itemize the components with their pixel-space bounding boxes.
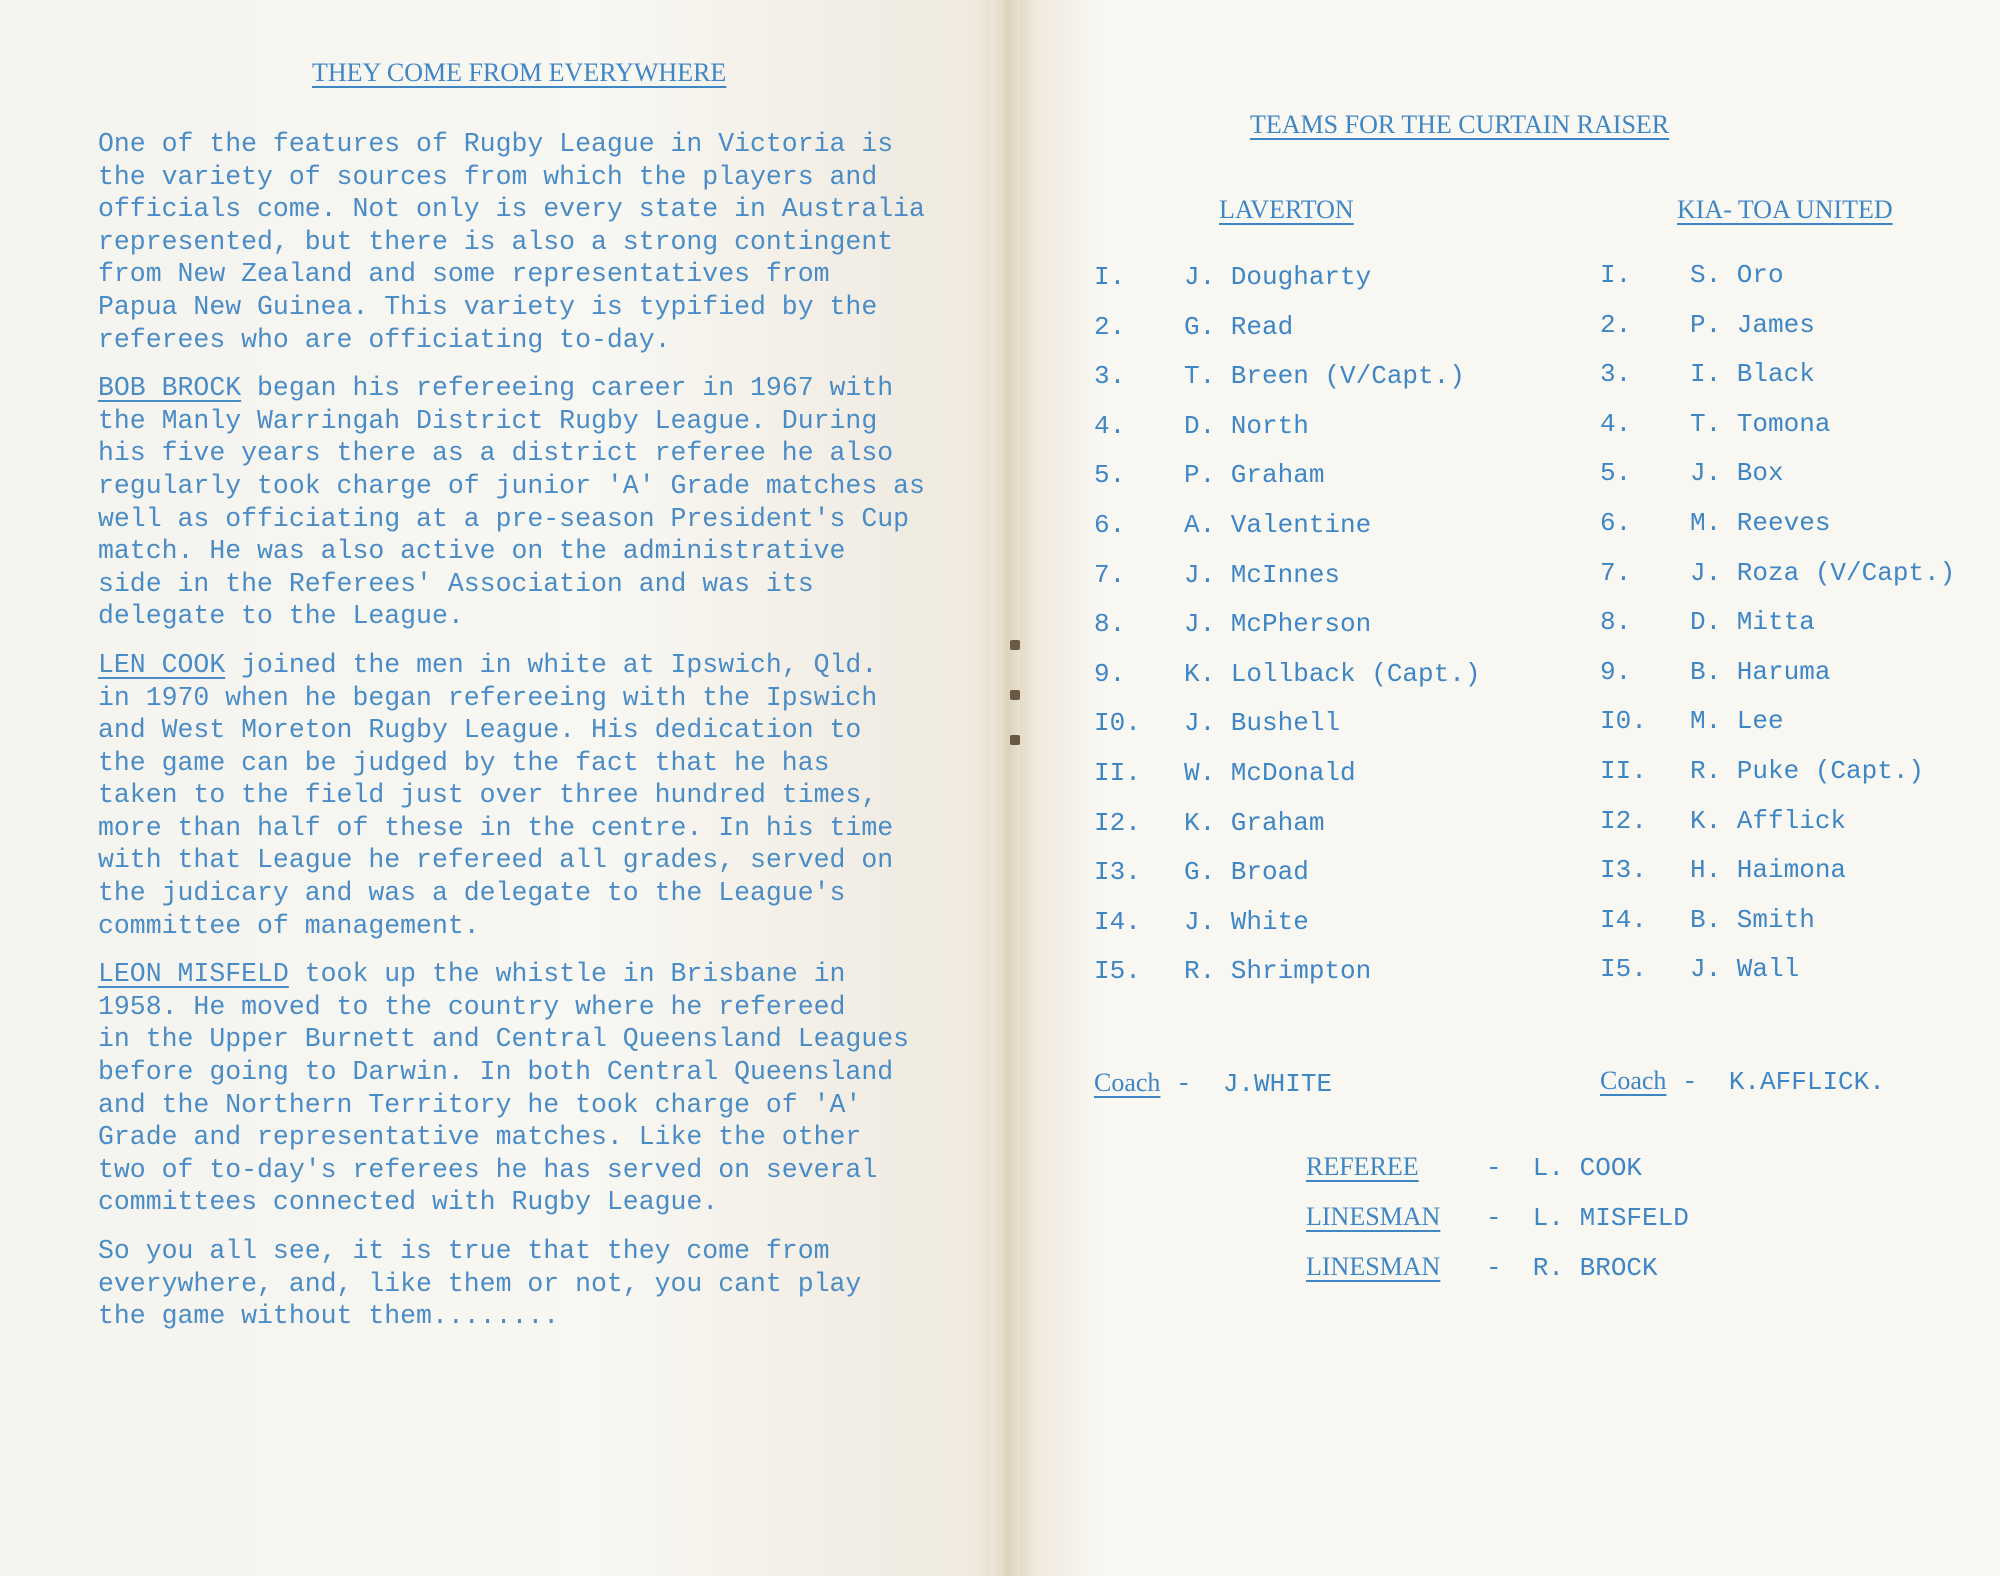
intro-line: represented, but there is also a strong contingent: [98, 226, 894, 257]
player-number: 3.: [1600, 359, 1632, 390]
player-number: 9.: [1094, 658, 1126, 689]
roster-kia-toa: [1600, 260, 1955, 1004]
brock-line: his five years there as a district referee he also: [98, 438, 894, 469]
player-name: K. Lollback (Capt.): [1184, 658, 1481, 689]
official-name: - L. MISFELD: [1486, 1203, 1689, 1233]
coach-name: - J.WHITE: [1160, 1069, 1333, 1099]
player-row: [1600, 756, 1955, 806]
player-name: J. McInnes: [1184, 559, 1341, 590]
match-officials: [1306, 1152, 1689, 1302]
player-row: [1600, 558, 1955, 608]
intro-line: referees who are officiating to-day.: [98, 324, 671, 355]
player-number: I5.: [1094, 956, 1141, 987]
official-row: [1306, 1152, 1689, 1202]
player-name: G. Read: [1184, 311, 1294, 342]
player-row: [1600, 359, 1955, 409]
player-row: [1600, 706, 1955, 756]
cook-line: committee of management.: [98, 910, 480, 941]
player-number: 8.: [1094, 609, 1126, 640]
brock-paragraph: [98, 372, 958, 633]
player-name: R. Shrimpton: [1184, 956, 1372, 987]
intro-line: One of the features of Rugby League in Victoria is: [98, 129, 894, 159]
player-number: 2.: [1600, 309, 1632, 340]
intro-line: Papua New Guinea. This variety is typified by the: [98, 291, 878, 322]
player-row: [1094, 907, 1480, 957]
brock-line: regularly took charge of junior 'A' Grade matches as: [98, 470, 925, 501]
misfeld-line: in the Upper Burnett and Central Queensland Leagues: [98, 1024, 910, 1055]
player-row: [1094, 808, 1480, 858]
player-name: M. Reeves: [1690, 507, 1831, 538]
cook-line: in 1970 when he began refereeing with the Ipswich: [98, 682, 878, 713]
intro-line: the variety of sources from which the players and: [98, 161, 878, 192]
player-row: [1600, 508, 1955, 558]
player-number: I3.: [1094, 857, 1141, 888]
player-number: 4.: [1094, 410, 1126, 441]
page-fold: [975, 0, 1035, 1576]
official-row: [1306, 1252, 1689, 1302]
player-name: D. North: [1184, 410, 1309, 441]
staple-mark: [1010, 690, 1020, 700]
player-name: T. Breen (V/Capt.): [1184, 361, 1465, 392]
staple-mark: [1010, 735, 1020, 745]
intro-line: from New Zealand and some representatives from: [98, 259, 830, 290]
misfeld-line: Grade and representative matches. Like the other: [98, 1122, 862, 1153]
player-name: J. Wall: [1690, 954, 1800, 985]
player-number: I5.: [1600, 954, 1647, 985]
team-heading-kia-toa: KIA- TOA UNITED: [1677, 195, 1893, 224]
player-name: J. White: [1184, 906, 1309, 937]
player-row: [1600, 310, 1955, 360]
left-page-title: THEY COME FROM EVERYWHERE: [312, 58, 727, 87]
misfeld-name: LEON MISFELD: [98, 959, 289, 990]
closing-paragraph: [98, 1235, 958, 1333]
player-name: R. Puke (Capt.): [1690, 755, 1925, 786]
player-name: I. Black: [1690, 359, 1815, 390]
right-page-title: TEAMS FOR THE CURTAIN RAISER: [1250, 110, 1670, 139]
player-number: 4.: [1600, 408, 1632, 439]
brock-line: the Manly Warringah District Rugby League. During: [98, 405, 878, 436]
cook-line: taken to the field just over three hundred times,: [98, 780, 878, 811]
cook-paragraph: [98, 649, 958, 942]
closing-line: the game without them........: [98, 1301, 560, 1332]
closing-line: So you all see, it is true that they come from: [98, 1236, 830, 1266]
cook-name: LEN COOK: [98, 649, 226, 680]
coach-label: Coach: [1600, 1066, 1667, 1095]
coach-name: - K.AFFLICK.: [1666, 1067, 1885, 1097]
player-row: [1094, 361, 1480, 411]
player-row: [1094, 510, 1480, 560]
brock-line: delegate to the League.: [98, 601, 464, 632]
brock-line: match. He was also active on the administrative: [98, 536, 846, 567]
player-name: J. Dougharty: [1184, 262, 1372, 292]
misfeld-line: two of to-day's referees he has served on several: [98, 1154, 878, 1185]
cook-line: and West Moreton Rugby League. His dedication to: [98, 715, 862, 746]
coach-laverton: [1094, 1068, 1332, 1099]
official-role: REFEREE: [1306, 1152, 1419, 1181]
player-number: I2.: [1600, 805, 1647, 836]
misfeld-line: 1958. He moved to the country where he refereed: [98, 991, 846, 1022]
player-number: I4.: [1600, 904, 1647, 935]
article-body: [98, 128, 958, 1349]
player-row: [1600, 806, 1955, 856]
player-name: J. Box: [1690, 458, 1784, 489]
player-row: [1094, 262, 1480, 312]
coach-kia-toa: [1600, 1066, 1885, 1097]
official-role: LINESMAN: [1306, 1252, 1441, 1281]
player-row: [1094, 857, 1480, 907]
misfeld-paragraph: [98, 958, 958, 1219]
cook-line: the judicary and was a delegate to the League's: [98, 878, 846, 909]
player-name: H. Haimona: [1690, 855, 1847, 886]
official-name: - R. BROCK: [1486, 1253, 1658, 1283]
brock-name: BOB BROCK: [98, 373, 242, 404]
player-number: 7.: [1094, 559, 1126, 590]
player-number: I2.: [1094, 807, 1141, 838]
misfeld-line: and the Northern Territory he took charge of 'A': [98, 1089, 862, 1120]
player-number: I3.: [1600, 855, 1647, 886]
player-name: M. Lee: [1690, 706, 1784, 737]
player-name: J. Roza (V/Capt.): [1690, 557, 1956, 588]
player-name: J. McPherson: [1184, 609, 1372, 640]
player-number: I0.: [1094, 708, 1141, 739]
player-number: 5.: [1094, 460, 1126, 491]
player-number: II.: [1094, 757, 1141, 788]
player-row: [1094, 560, 1480, 610]
player-name: K. Afflick: [1690, 805, 1847, 836]
misfeld-line: before going to Darwin. In both Central Queensland: [98, 1057, 894, 1088]
player-number: II.: [1600, 755, 1647, 786]
player-number: 8.: [1600, 607, 1632, 638]
player-name: P. James: [1690, 309, 1815, 340]
coach-label: Coach: [1094, 1068, 1161, 1097]
player-row: [1600, 905, 1955, 955]
cook-line: joined the men in white at Ipswich, Qld.: [225, 649, 878, 680]
official-row: [1306, 1202, 1689, 1252]
closing-line: everywhere, and, like them or not, you cant play: [98, 1268, 862, 1299]
player-number: 6.: [1600, 507, 1632, 538]
player-number: 9.: [1600, 656, 1632, 687]
brock-line: well as officiating at a pre-season President's Cup: [98, 503, 910, 534]
player-name: D. Mitta: [1690, 607, 1815, 638]
player-number: 6.: [1094, 509, 1126, 540]
brock-line: began his refereeing career in 1967 with: [241, 373, 894, 404]
player-number: I.: [1600, 260, 1632, 290]
player-row: [1094, 609, 1480, 659]
player-number: 7.: [1600, 557, 1632, 588]
official-role: LINESMAN: [1306, 1202, 1441, 1231]
player-row: [1094, 708, 1480, 758]
player-name: J. Bushell: [1184, 708, 1341, 739]
staple-mark: [1010, 640, 1020, 650]
player-row: [1094, 411, 1480, 461]
roster-laverton: [1094, 262, 1480, 1006]
player-name: G. Broad: [1184, 857, 1309, 888]
player-name: K. Graham: [1184, 807, 1325, 838]
player-name: A. Valentine: [1184, 509, 1372, 540]
misfeld-line: committees connected with Rugby League.: [98, 1187, 719, 1218]
player-number: I0.: [1600, 706, 1647, 737]
cook-line: with that League he refereed all grades, served on: [98, 845, 894, 876]
player-row: [1600, 657, 1955, 707]
player-name: S. Oro: [1690, 260, 1784, 290]
player-row: [1094, 956, 1480, 1006]
player-number: 5.: [1600, 458, 1632, 489]
player-row: [1600, 607, 1955, 657]
player-row: [1600, 458, 1955, 508]
player-row: [1094, 460, 1480, 510]
player-row: [1600, 954, 1955, 1004]
player-name: W. McDonald: [1184, 757, 1356, 788]
player-row: [1600, 409, 1955, 459]
intro-paragraph: [98, 128, 958, 356]
player-row: [1094, 312, 1480, 362]
cook-line: the game can be judged by the fact that he has: [98, 747, 830, 778]
misfeld-line: took up the whistle in Brisbane in: [288, 959, 846, 990]
player-name: T. Tomona: [1690, 408, 1831, 439]
player-name: B. Haruma: [1690, 656, 1831, 687]
player-number: I4.: [1094, 906, 1141, 937]
player-name: P. Graham: [1184, 460, 1325, 491]
player-number: 2.: [1094, 311, 1126, 342]
player-row: [1094, 758, 1480, 808]
player-row: [1600, 260, 1955, 310]
brock-line: side in the Referees' Association and was its: [98, 568, 814, 599]
player-row: [1094, 659, 1480, 709]
player-number: 3.: [1094, 361, 1126, 392]
team-heading-laverton: LAVERTON: [1219, 195, 1354, 224]
player-row: [1600, 855, 1955, 905]
player-number: I.: [1094, 262, 1126, 292]
cook-line: more than half of these in the centre. In his time: [98, 812, 894, 843]
official-name: - L. COOK: [1486, 1153, 1643, 1183]
intro-line: officials come. Not only is every state in Australia: [98, 194, 925, 225]
player-name: B. Smith: [1690, 904, 1815, 935]
